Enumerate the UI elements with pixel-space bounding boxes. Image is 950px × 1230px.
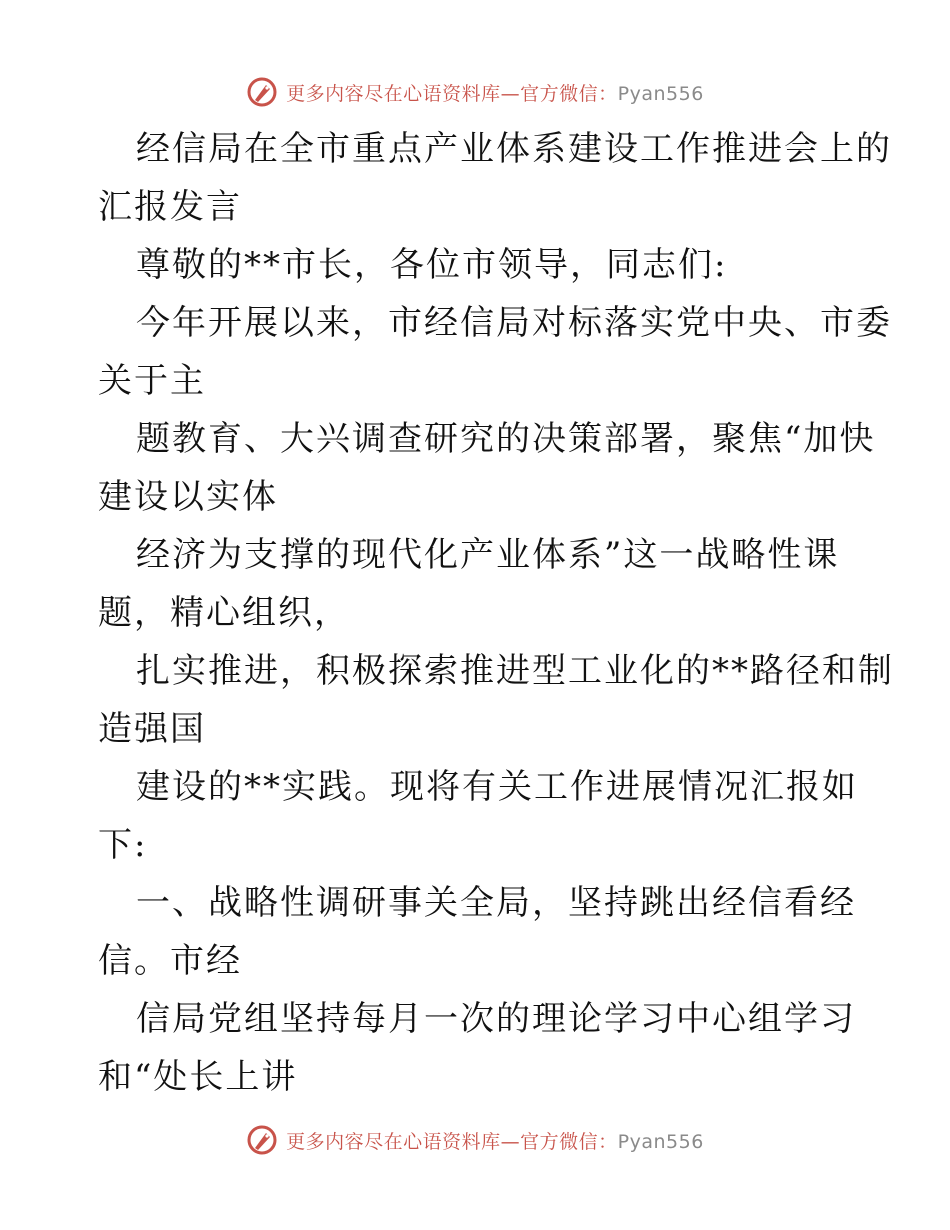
watermark-text: 更多内容尽在心语资料库—官方微信： <box>286 82 618 105</box>
text-line: 题，精心组织， <box>98 593 350 633</box>
text-line: 建设以实体 <box>98 477 278 517</box>
text-line: 今年开展以来，市经信局对标落实党中央、市委 <box>136 303 892 343</box>
pen-nib-circle-icon <box>246 1124 278 1156</box>
header-watermark <box>0 72 950 112</box>
text-line: 和“处长上讲 <box>98 1057 298 1097</box>
text-line: 下: <box>98 825 148 865</box>
text-line: 一、战略性调研事关全局，坚持跳出经信看经 <box>136 883 856 923</box>
text-line: 经济为支撑的现代化产业体系”这一战略性课 <box>136 535 840 575</box>
watermark-wechat: Pyan556 <box>617 1130 704 1153</box>
footer-watermark <box>0 1120 950 1160</box>
pen-nib-circle-icon <box>246 76 278 108</box>
text-line: 扎实推进，积极探索推进型工业化的**路径和制 <box>136 651 894 691</box>
text-line: 经信局在全市重点产业体系建设工作推进会上的 <box>136 129 892 169</box>
text-line: 建设的**实践。现将有关工作进展情况汇报如 <box>136 767 858 807</box>
watermark-text: 更多内容尽在心语资料库—官方微信： <box>286 1130 618 1153</box>
text-line: 题教育、大兴调查研究的决策部署，聚焦“加快 <box>136 419 876 459</box>
watermark-wechat: Pyan556 <box>617 82 704 105</box>
text-line: 造强国 <box>98 709 206 749</box>
text-line: 尊敬的**市长，各位市领导，同志们: <box>136 245 728 285</box>
text-line: 信。市经 <box>98 941 242 981</box>
document-body <box>98 120 894 1106</box>
text-line: 关于主 <box>98 361 206 401</box>
text-line: 信局党组坚持每月一次的理论学习中心组学习 <box>136 999 856 1039</box>
text-line: 汇报发言 <box>98 187 242 227</box>
